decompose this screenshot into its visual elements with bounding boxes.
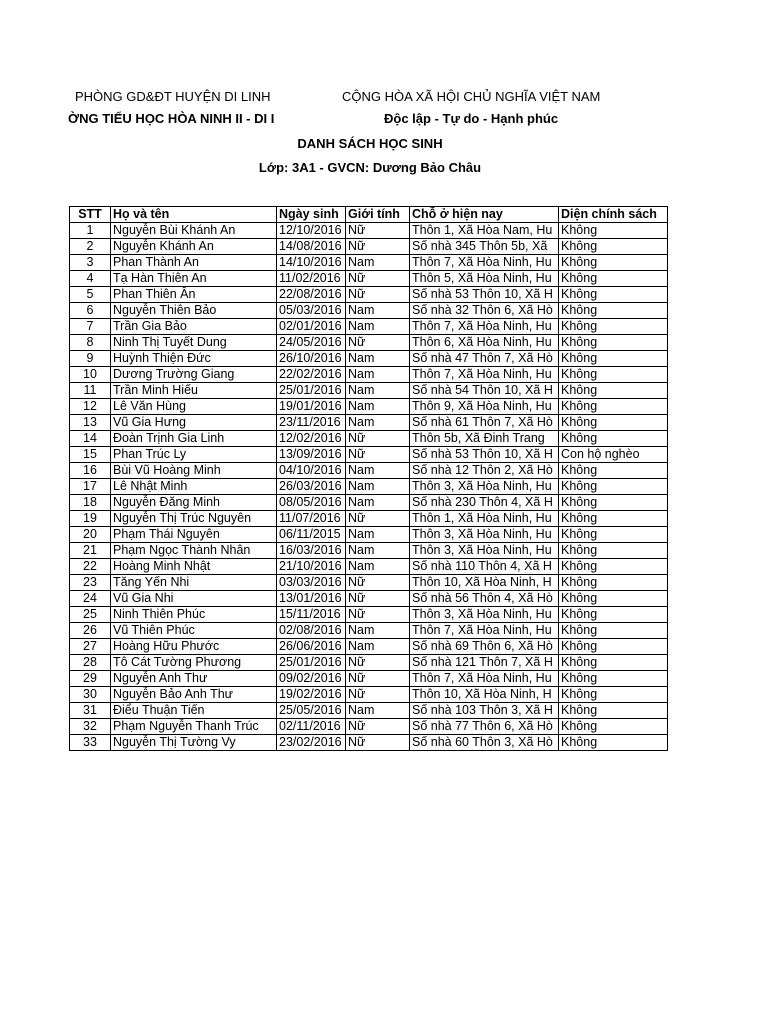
cell-stt: 11 [70,383,111,399]
cell-birthdate: 25/01/2016 [277,655,346,671]
cell-stt: 17 [70,479,111,495]
cell-policy: Không [559,335,668,351]
cell-gender: Nam [346,255,410,271]
cell-gender: Nam [346,351,410,367]
cell-gender: Nữ [346,287,410,303]
table-row [70,319,668,335]
cell-address: Số nhà 47 Thôn 7, Xã Hò [410,351,559,367]
cell-name: Ninh Thiên Phúc [111,607,277,623]
cell-gender: Nữ [346,607,410,623]
cell-name: Vũ Gia Hưng [111,415,277,431]
cell-address: Số nhà 69 Thôn 6, Xã Hò [410,639,559,655]
cell-stt: 5 [70,287,111,303]
cell-stt: 30 [70,687,111,703]
cell-address: Thôn 3, Xã Hòa Ninh, Hu [410,527,559,543]
table-row [70,495,668,511]
cell-stt: 9 [70,351,111,367]
cell-birthdate: 04/10/2016 [277,463,346,479]
cell-gender: Nam [346,559,410,575]
cell-gender: Nữ [346,239,410,255]
cell-address: Số nhà 53 Thôn 10, Xã H [410,447,559,463]
table-row [70,575,668,591]
cell-gender: Nam [346,319,410,335]
cell-gender: Nữ [346,511,410,527]
table-row [70,655,668,671]
cell-policy: Không [559,623,668,639]
cell-stt: 27 [70,639,111,655]
cell-stt: 7 [70,319,111,335]
cell-birthdate: 08/05/2016 [277,495,346,511]
cell-stt: 2 [70,239,111,255]
cell-birthdate: 02/01/2016 [277,319,346,335]
cell-address: Thôn 6, Xã Hòa Ninh, Hu [410,335,559,351]
cell-policy: Không [559,399,668,415]
cell-policy: Không [559,527,668,543]
table-row [70,703,668,719]
cell-policy: Không [559,223,668,239]
cell-stt: 16 [70,463,111,479]
cell-policy: Không [559,575,668,591]
cell-address: Thôn 1, Xã Hòa Nam, Hu [410,223,559,239]
cell-address: Số nhà 103 Thôn 3, Xã H [410,703,559,719]
table-row [70,239,668,255]
cell-gender: Nữ [346,335,410,351]
cell-birthdate: 21/10/2016 [277,559,346,575]
table-row [70,719,668,735]
cell-address: Số nhà 121 Thôn 7, Xã H [410,655,559,671]
cell-birthdate: 13/01/2016 [277,591,346,607]
cell-gender: Nữ [346,687,410,703]
cell-gender: Nữ [346,735,410,751]
cell-policy: Không [559,543,668,559]
cell-gender: Nam [346,639,410,655]
cell-policy: Không [559,303,668,319]
cell-gender: Nam [346,479,410,495]
table-row [70,287,668,303]
national-motto: Độc lập - Tự do - Hạnh phúc [384,111,559,126]
cell-birthdate: 03/03/2016 [277,575,346,591]
cell-birthdate: 25/01/2016 [277,383,346,399]
cell-stt: 31 [70,703,111,719]
table-row [70,335,668,351]
cell-stt: 18 [70,495,111,511]
cell-name: Hoàng Hữu Phước [111,639,277,655]
cell-gender: Nữ [346,591,410,607]
cell-name: Lê Văn Hùng [111,399,277,415]
cell-birthdate: 02/08/2016 [277,623,346,639]
cell-address: Số nhà 54 Thôn 10, Xã H [410,383,559,399]
cell-stt: 32 [70,719,111,735]
column-header-birthdate: Ngày sinh [277,207,346,223]
cell-stt: 28 [70,655,111,671]
cell-policy: Không [559,703,668,719]
cell-policy: Không [559,319,668,335]
cell-stt: 3 [70,255,111,271]
cell-policy: Không [559,255,668,271]
table-body [70,223,668,751]
cell-policy: Không [559,719,668,735]
cell-name: Nguyễn Khánh An [111,239,277,255]
table-row [70,431,668,447]
cell-birthdate: 26/06/2016 [277,639,346,655]
cell-name: Vũ Thiên Phúc [111,623,277,639]
table-row [70,351,668,367]
cell-birthdate: 13/09/2016 [277,447,346,463]
cell-birthdate: 02/11/2016 [277,719,346,735]
cell-stt: 15 [70,447,111,463]
table-row [70,735,668,751]
cell-policy: Không [559,383,668,399]
cell-address: Thôn 10, Xã Hòa Ninh, H [410,687,559,703]
cell-birthdate: 09/02/2016 [277,671,346,687]
cell-address: Thôn 7, Xã Hòa Ninh, Hu [410,255,559,271]
cell-name: Nguyễn Thị Tường Vy [111,735,277,751]
cell-stt: 29 [70,671,111,687]
cell-birthdate: 06/11/2015 [277,527,346,543]
cell-name: Nguyễn Anh Thư [111,671,277,687]
cell-gender: Nam [346,623,410,639]
cell-name: Nguyễn Thiên Bảo [111,303,277,319]
cell-birthdate: 11/02/2016 [277,271,346,287]
column-header-policy: Diện chính sách [559,207,668,223]
cell-address: Số nhà 56 Thôn 4, Xã Hò [410,591,559,607]
cell-policy: Không [559,687,668,703]
cell-name: Huỳnh Thiện Đức [111,351,277,367]
cell-gender: Nam [346,463,410,479]
cell-address: Thôn 3, Xã Hòa Ninh, Hu [410,479,559,495]
column-header-stt: STT [70,207,111,223]
cell-name: Trần Gia Bảo [111,319,277,335]
cell-gender: Nữ [346,431,410,447]
cell-address: Số nhà 110 Thôn 4, Xã H [410,559,559,575]
cell-birthdate: 11/07/2016 [277,511,346,527]
cell-address: Số nhà 345 Thôn 5b, Xã [410,239,559,255]
cell-address: Số nhà 60 Thôn 3, Xã Hò [410,735,559,751]
cell-birthdate: 22/02/2016 [277,367,346,383]
cell-birthdate: 12/10/2016 [277,223,346,239]
table-row [70,591,668,607]
cell-stt: 6 [70,303,111,319]
cell-address: Số nhà 230 Thôn 4, Xã H [410,495,559,511]
table-row [70,447,668,463]
cell-name: Nguyễn Thị Trúc Nguyên [111,511,277,527]
table-row [70,383,668,399]
table-row [70,271,668,287]
cell-address: Số nhà 32 Thôn 6, Xã Hò [410,303,559,319]
cell-address: Thôn 7, Xã Hòa Ninh, Hu [410,623,559,639]
table-row [70,367,668,383]
cell-name: Phan Trúc Ly [111,447,277,463]
cell-stt: 33 [70,735,111,751]
cell-birthdate: 14/10/2016 [277,255,346,271]
cell-name: Nguyễn Bảo Anh Thư [111,687,277,703]
table-row [70,415,668,431]
school-name: ỜNG TIỂU HỌC HÒA NINH II - DI I [68,111,275,126]
cell-birthdate: 16/03/2016 [277,543,346,559]
cell-stt: 22 [70,559,111,575]
cell-gender: Nam [346,383,410,399]
cell-address: Thôn 5, Xã Hòa Ninh, Hu [410,271,559,287]
cell-birthdate: 14/08/2016 [277,239,346,255]
table-row [70,527,668,543]
cell-birthdate: 15/11/2016 [277,607,346,623]
cell-stt: 1 [70,223,111,239]
table-row [70,543,668,559]
table-row [70,399,668,415]
cell-name: Nguyễn Đăng Minh [111,495,277,511]
cell-name: Điểu Thuận Tiến [111,703,277,719]
cell-gender: Nữ [346,655,410,671]
cell-stt: 26 [70,623,111,639]
department-name: PHÒNG GD&ĐT HUYỆN DI LINH [75,89,271,104]
cell-policy: Không [559,287,668,303]
cell-birthdate: 23/11/2016 [277,415,346,431]
cell-stt: 14 [70,431,111,447]
table-row [70,559,668,575]
cell-policy: Không [559,559,668,575]
cell-name: Phan Thành An [111,255,277,271]
cell-address: Thôn 5b, Xã Đinh Trang [410,431,559,447]
cell-gender: Nữ [346,223,410,239]
cell-name: Phạm Ngọc Thành Nhân [111,543,277,559]
cell-birthdate: 22/08/2016 [277,287,346,303]
cell-stt: 12 [70,399,111,415]
cell-policy: Không [559,415,668,431]
table-row [70,623,668,639]
document-title: DANH SÁCH HỌC SINH [297,136,443,151]
cell-address: Số nhà 53 Thôn 10, Xã H [410,287,559,303]
cell-stt: 23 [70,575,111,591]
cell-birthdate: 24/05/2016 [277,335,346,351]
cell-gender: Nam [346,495,410,511]
cell-stt: 13 [70,415,111,431]
cell-name: Tạ Hàn Thiên An [111,271,277,287]
cell-stt: 8 [70,335,111,351]
table-row [70,223,668,239]
cell-policy: Không [559,239,668,255]
cell-name: Trần Minh Hiếu [111,383,277,399]
cell-address: Thôn 7, Xã Hòa Ninh, Hu [410,319,559,335]
cell-gender: Nữ [346,575,410,591]
cell-name: Tăng Yến Nhi [111,575,277,591]
cell-birthdate: 19/02/2016 [277,687,346,703]
cell-name: Phan Thiên Ân [111,287,277,303]
class-info: Lớp: 3A1 - GVCN: Dương Bảo Châu [258,160,482,175]
cell-birthdate: 25/05/2016 [277,703,346,719]
table-header-row [70,207,668,223]
cell-policy: Không [559,671,668,687]
cell-gender: Nữ [346,671,410,687]
cell-policy: Không [559,639,668,655]
cell-birthdate: 26/10/2016 [277,351,346,367]
cell-gender: Nữ [346,719,410,735]
table-row [70,463,668,479]
cell-stt: 19 [70,511,111,527]
cell-policy: Không [559,495,668,511]
cell-policy: Không [559,591,668,607]
cell-policy: Không [559,511,668,527]
cell-address: Thôn 9, Xã Hòa Ninh, Hu [410,399,559,415]
cell-name: Đoàn Trịnh Gia Linh [111,431,277,447]
table-row [70,303,668,319]
cell-name: Phạm Nguyễn Thanh Trúc [111,719,277,735]
cell-gender: Nam [346,367,410,383]
cell-birthdate: 19/01/2016 [277,399,346,415]
cell-name: Ninh Thị Tuyết Dung [111,335,277,351]
cell-gender: Nam [346,303,410,319]
cell-policy: Không [559,271,668,287]
cell-policy: Không [559,463,668,479]
cell-stt: 25 [70,607,111,623]
table-row [70,511,668,527]
cell-policy: Không [559,655,668,671]
table-row [70,687,668,703]
cell-stt: 10 [70,367,111,383]
cell-policy: Không [559,367,668,383]
cell-birthdate: 26/03/2016 [277,479,346,495]
cell-name: Tô Cát Tường Phương [111,655,277,671]
cell-address: Số nhà 61 Thôn 7, Xã Hò [410,415,559,431]
cell-name: Lê Nhật Minh [111,479,277,495]
cell-policy: Không [559,351,668,367]
cell-birthdate: 23/02/2016 [277,735,346,751]
cell-address: Thôn 7, Xã Hòa Ninh, Hu [410,671,559,687]
cell-gender: Nữ [346,271,410,287]
cell-birthdate: 05/03/2016 [277,303,346,319]
cell-address: Thôn 3, Xã Hòa Ninh, Hu [410,543,559,559]
column-header-gender: Giới tính [346,207,410,223]
cell-policy: Không [559,479,668,495]
cell-policy: Không [559,431,668,447]
table-row [70,479,668,495]
cell-address: Thôn 7, Xã Hòa Ninh, Hu [410,367,559,383]
cell-name: Bùi Vũ Hoàng Minh [111,463,277,479]
cell-stt: 24 [70,591,111,607]
column-header-address: Chỗ ở hiện nay [410,207,559,223]
cell-birthdate: 12/02/2016 [277,431,346,447]
cell-stt: 4 [70,271,111,287]
student-table [69,206,668,751]
cell-address: Số nhà 12 Thôn 2, Xã Hò [410,463,559,479]
column-header-name: Họ và tên [111,207,277,223]
cell-stt: 21 [70,543,111,559]
cell-name: Vũ Gia Nhi [111,591,277,607]
cell-gender: Nữ [346,447,410,463]
cell-name: Dương Trường Giang [111,367,277,383]
national-title: CỘNG HÒA XÃ HỘI CHỦ NGHĨA VIỆT NAM [342,89,601,104]
table-row [70,671,668,687]
cell-name: Hoàng Minh Nhật [111,559,277,575]
cell-address: Thôn 3, Xã Hòa Ninh, Hu [410,607,559,623]
cell-gender: Nam [346,399,410,415]
cell-address: Thôn 10, Xã Hòa Ninh, H [410,575,559,591]
cell-gender: Nam [346,415,410,431]
cell-policy: Không [559,607,668,623]
cell-name: Phạm Thái Nguyên [111,527,277,543]
cell-gender: Nam [346,527,410,543]
table-row [70,255,668,271]
cell-gender: Nam [346,703,410,719]
cell-name: Nguyễn Bùi Khánh An [111,223,277,239]
cell-stt: 20 [70,527,111,543]
cell-policy: Không [559,735,668,751]
cell-address: Số nhà 77 Thôn 6, Xã Hò [410,719,559,735]
cell-policy: Con hộ nghèo [559,447,668,463]
table-row [70,639,668,655]
cell-gender: Nam [346,543,410,559]
table-row [70,607,668,623]
cell-address: Thôn 1, Xã Hòa Ninh, Hu [410,511,559,527]
